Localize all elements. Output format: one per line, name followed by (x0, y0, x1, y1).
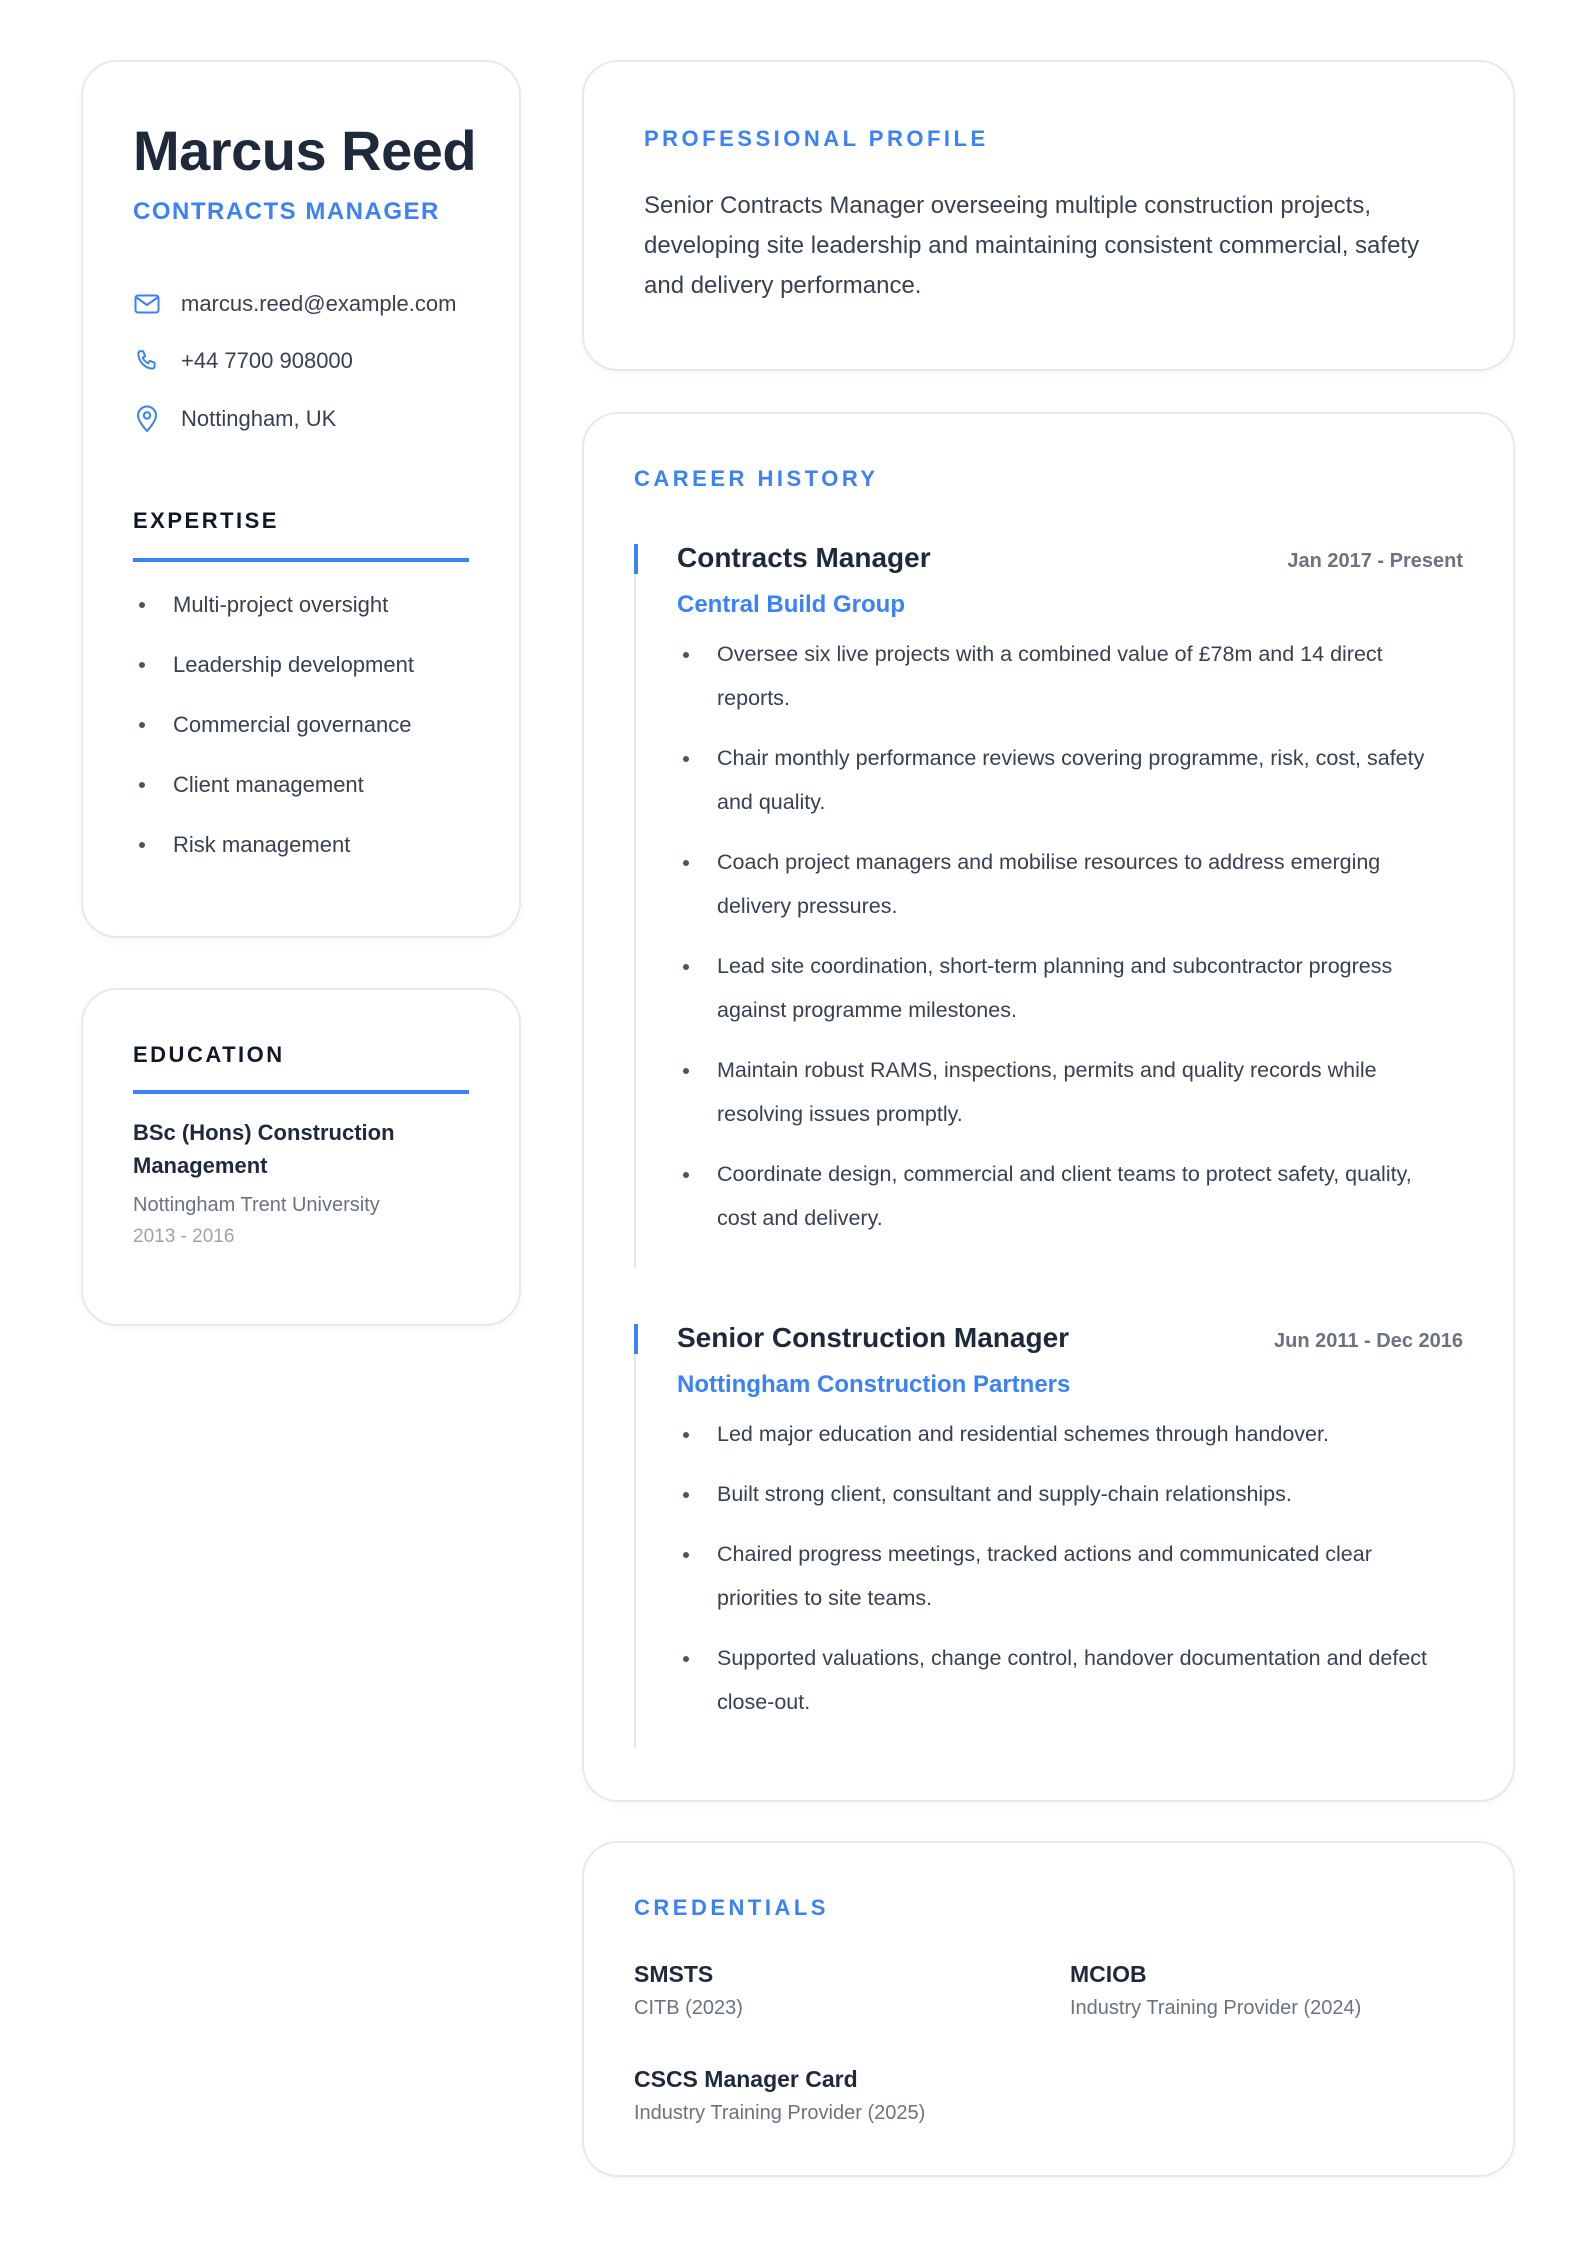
education-card (81, 988, 521, 1326)
job-company: Central Build Group (677, 591, 905, 618)
phone-text: +44 7700 908000 (181, 348, 353, 373)
contact-card (81, 60, 521, 938)
education-years: 2013 - 2016 (133, 1226, 235, 1247)
profile-text: Senior Contracts Manager overseeing multiple construction projects, developing site leadership and maintaining consistent commercial, safety and delivery performance. (644, 192, 1420, 299)
job-bullets (677, 1412, 1457, 1740)
job-dates: Jan 2017 - Present (1287, 550, 1463, 572)
job-company: Nottingham Construction Partners (677, 1371, 1071, 1398)
job-bullet: Chair monthly performance reviews covering programme, risk, cost, safety and quality. (677, 736, 1457, 824)
job-bullet: Oversee six live projects with a combined value of £78m and 14 direct reports. (677, 632, 1457, 720)
credential-name: MCIOB (1070, 1961, 1147, 1987)
job-bullet: Coach project managers and mobilise resources to address emerging delivery pressures. (677, 840, 1457, 928)
credential-issuer: CITB (2023) (634, 1997, 743, 2019)
credential-issuer: Industry Training Provider (2025) (634, 2102, 926, 2124)
expertise-rule (133, 558, 469, 562)
profile-heading: PROFESSIONAL PROFILE (644, 126, 989, 151)
job-title: Senior Construction Manager (677, 1322, 1070, 1353)
job-bullet: Supported valuations, change control, handover documentation and defect close-out. (677, 1636, 1457, 1724)
contact-location (133, 405, 336, 433)
contact-email[interactable] (133, 290, 456, 318)
email-text: marcus.reed@example.com (181, 291, 457, 316)
education-heading: EDUCATION (133, 1042, 285, 1067)
job-bullet: Maintain robust RAMS, inspections, permits and quality records while resolving issues promptly. (677, 1048, 1457, 1136)
credential-issuer: Industry Training Provider (2024) (1070, 1997, 1362, 2019)
education-school: Nottingham Trent University (133, 1194, 380, 1216)
location-text: Nottingham, UK (181, 406, 337, 431)
job-bullet: Built strong client, consultant and supply-chain relationships. (677, 1472, 1457, 1516)
job-dates: Jun 2011 - Dec 2016 (1273, 1330, 1463, 1352)
job-bullet: Lead site coordination, short-term planning and subcontractor progress against programme milestones. (677, 944, 1457, 1032)
profile-card (582, 60, 1515, 371)
job-bullet: Coordinate design, commercial and client teams to protect safety, quality, cost and delivery. (677, 1152, 1457, 1240)
expertise-item: Multi-project oversight (133, 592, 388, 618)
person-name: Marcus Reed (133, 119, 477, 182)
career-card (582, 412, 1515, 1802)
expertise-item: Client management (133, 772, 364, 798)
expertise-item: Risk management (133, 832, 350, 858)
person-role: CONTRACTS MANAGER (133, 198, 440, 225)
job-marker (634, 1324, 638, 1354)
job-marker (634, 544, 638, 574)
phone-icon (133, 347, 161, 375)
location-pin-icon (133, 405, 161, 433)
contact-phone[interactable] (133, 347, 353, 375)
expertise-item: Leadership development (133, 652, 414, 678)
credential-name: SMSTS (634, 1961, 714, 1987)
expertise-heading: EXPERTISE (133, 508, 279, 533)
mail-icon (133, 290, 161, 318)
job-bullets (677, 632, 1457, 1256)
expertise-item: Commercial governance (133, 712, 411, 738)
job-title: Contracts Manager (677, 542, 931, 573)
credentials-heading: CREDENTIALS (634, 1895, 829, 1920)
job-bullet: Chaired progress meetings, tracked actions and communicated clear priorities to site teams. (677, 1532, 1457, 1620)
education-rule (133, 1090, 469, 1094)
job-rail (634, 1326, 636, 1748)
education-degree: BSc (Hons) Construction Management (133, 1120, 395, 1178)
job-bullet: Led major education and residential schemes through handover. (677, 1412, 1457, 1456)
credentials-card (582, 1841, 1515, 2177)
career-heading: CAREER HISTORY (634, 466, 879, 491)
credential-name: CSCS Manager Card (634, 2066, 858, 2092)
job-rail (634, 546, 636, 1268)
